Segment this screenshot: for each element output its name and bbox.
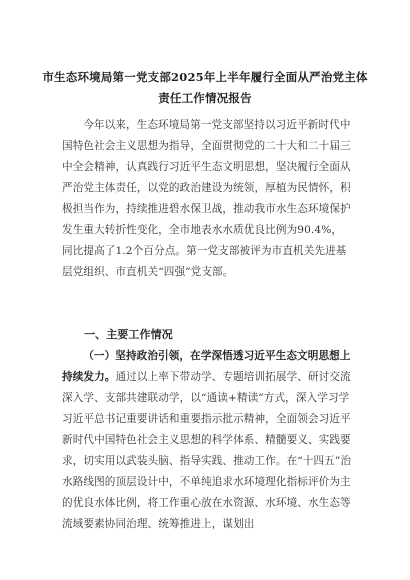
document-title: 市生态环境局第一党支部2025年上半年履行全面从严治党主体责任工作情况报告	[42, 70, 368, 105]
section-heading: 一、主要工作情况	[84, 328, 173, 341]
sub-section-paragraph	[62, 346, 352, 535]
intro-paragraph: 今年以来，生态环境局第一党支部坚持以习近平新时代中国特色社会主义思想为指导，全面贯彻党的二十大和二十届三中全会精神，认真践行习近平生态文明思想，坚决履行全面从严治党主体责任，以党的政治建设为统领，厚植为民情怀，积极担当作为，持续推进碧水保卫战，推动我市水生态环境保护发生重大转折性变化，全市地表水水质优良比例为90.4%，同比提高了1.2个百分点。第一党支部被评为市直机关先进基层党组织、市直机关“四强”党支部。	[62, 119, 351, 278]
sub-heading: （一）坚持政治引领，在学深悟透习近平生态文明思想上持续发力。	[62, 350, 351, 383]
sub-paragraph-text: 通过以上率下带动学、专题培训拓展学、研讨交流深入学、支部共建联动学，以“通读+精读”方式，深入学习学习近平总书记重要讲话和重要指示批示精神，全面领会习近平新时代中国特色社会主义思想的科学体系、精髓要义、实践要求，切实用以武装头脑、指导实践、推动工作。在“十四五”治水路线图的顶层设计中，不单纯追求水环境理化指标评价为主的优良水体比例，将工作重心放在水资源、水环境、水生态等流域要素协同治理、统筹推进上，谋划出	[62, 371, 352, 530]
